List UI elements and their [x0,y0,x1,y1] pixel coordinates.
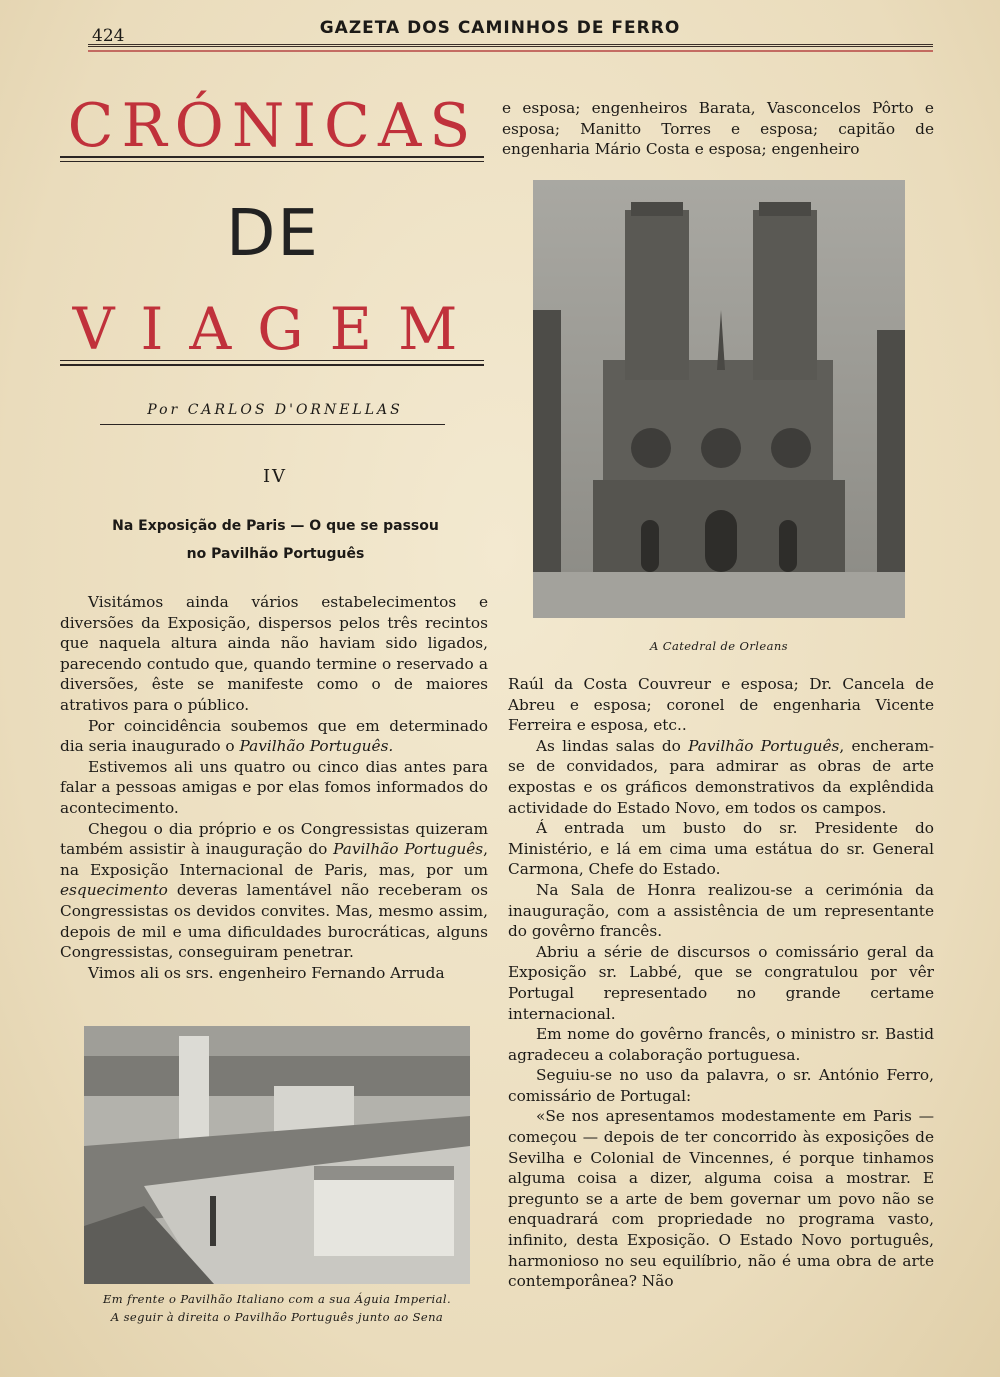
paragraph: Em nome do govêrno francês, o ministro sr. Bastid agradeceu a colaboração portuguesa. [508,1025,934,1064]
title-rule [60,360,484,361]
paragraph: Por coincidência soubemos que em determinado dia seria inaugurado o Pavilhão Português. [60,716,488,756]
exposition-photo [84,1026,470,1284]
title-de: DE [226,197,320,271]
left-column [60,592,488,983]
paragraph: «Se nos apresentamos modestamente em Paris — começou — depois de ter concorrido às exposições de Sevilha e Colonial de Vincennes, é porque tinhamos alguma coisa a dizer, alguma coisa a mostrar. E pregunto se a arte de bem governar um povo não se enquadrará com propriedade no programa vasto, infinito, desta Exposição. O Estado Novo português, harmonioso no seu equilíbrio, não é uma obra de arte contemporânea? Não [508,1107,934,1291]
paragraph: Abriu a série de discursos o comissário geral da Exposição sr. Labbé, que se congratulou por vêr Portugal representado no grande certame internacional. [508,942,934,1023]
title-rule [60,364,484,366]
title-rule [60,156,484,158]
subheading-line: no Pavilhão Português [186,546,365,562]
paragraph: e esposa; engenheiros Barata, Vasconcelos Pôrto e esposa; Manitto Torres e esposa; capitão de engenharia Mário Costa e esposa; engenheiro [502,99,934,159]
paragraph: Seguiu-se no uso da palavra, o sr. António Ferro, comissário de Portugal: [508,1066,934,1105]
exposition-caption [84,1290,470,1326]
cathedral-photo [533,180,905,618]
subheading-line: Na Exposição de Paris — O que se passou [112,518,439,534]
paragraph: Raúl da Costa Couvreur e esposa; Dr. Cancela de Abreu e esposa; coronel de engenharia Vicente Ferreira e esposa, etc.. [508,675,934,735]
section-number: IV [262,466,288,487]
right-column-top [502,98,934,160]
header-rule [88,44,933,47]
right-column [508,674,934,1292]
publication-title: GAZETA DOS CAMINHOS DE FERRO [319,18,681,38]
cathedral-caption: A Catedral de Orleans [650,639,788,653]
title-viagem: VIAGEM [72,295,484,363]
paragraph: Na Sala de Honra realizou-se a cerimónia da inauguração, com a assistência de um representante do govêrno francês. [508,880,934,941]
paragraph: Vimos ali os srs. engenheiro Fernando Arruda [88,963,445,982]
title-cronicas: CRÓNICAS [67,91,479,161]
paragraph: Chegou o dia próprio e os Congressistas quizeram também assistir à inauguração do Pavilhão Português, na Exposição Internacional de Paris, mas, por um esquecimento deveras lamentável não receberam os Congressistas os devidos convites. Mas, mesmo assim, depois de mil e uma dificuldades burocráticas, alguns Congressistas, conseguiram penetrar. [60,819,488,962]
caption-line: Em frente o Pavilhão Italiano com a sua Águia Imperial. [102,1292,452,1306]
title-rule [60,161,484,162]
header-rule-red [88,50,933,52]
byline: Por CARLOS D'ORNELLAS [147,402,403,418]
paragraph: Á entrada um busto do sr. Presidente do Ministério, e lá em cima uma estátua do sr. General Carmona, Chefe do Estado. [508,819,934,879]
byline-rule [100,424,445,425]
paragraph: Estivemos ali uns quatro ou cinco dias antes para falar a pessoas amigas e por elas fomos informados do acontecimento. [60,757,488,817]
caption-line: A seguir à direita o Pavilhão Português junto ao Sena [110,1310,444,1324]
subheading [88,512,463,568]
paragraph: Visitámos ainda vários estabelecimentos e diversões da Exposição, dispersos pelos três recintos que naquela altura ainda não haviam sido ligados, parecendo contudo que, quando termine o reservado a diversões, êste se manifeste como o de maiores atrativos para o público. [60,593,488,714]
paragraph: As lindas salas do Pavilhão Português, encheram-se de convidados, para admirar as obras de arte expostas e os gráficos demonstrativos da explêndida actividade do Estado Novo, em todos os campos. [508,736,934,817]
page-number: 424 [92,26,125,46]
